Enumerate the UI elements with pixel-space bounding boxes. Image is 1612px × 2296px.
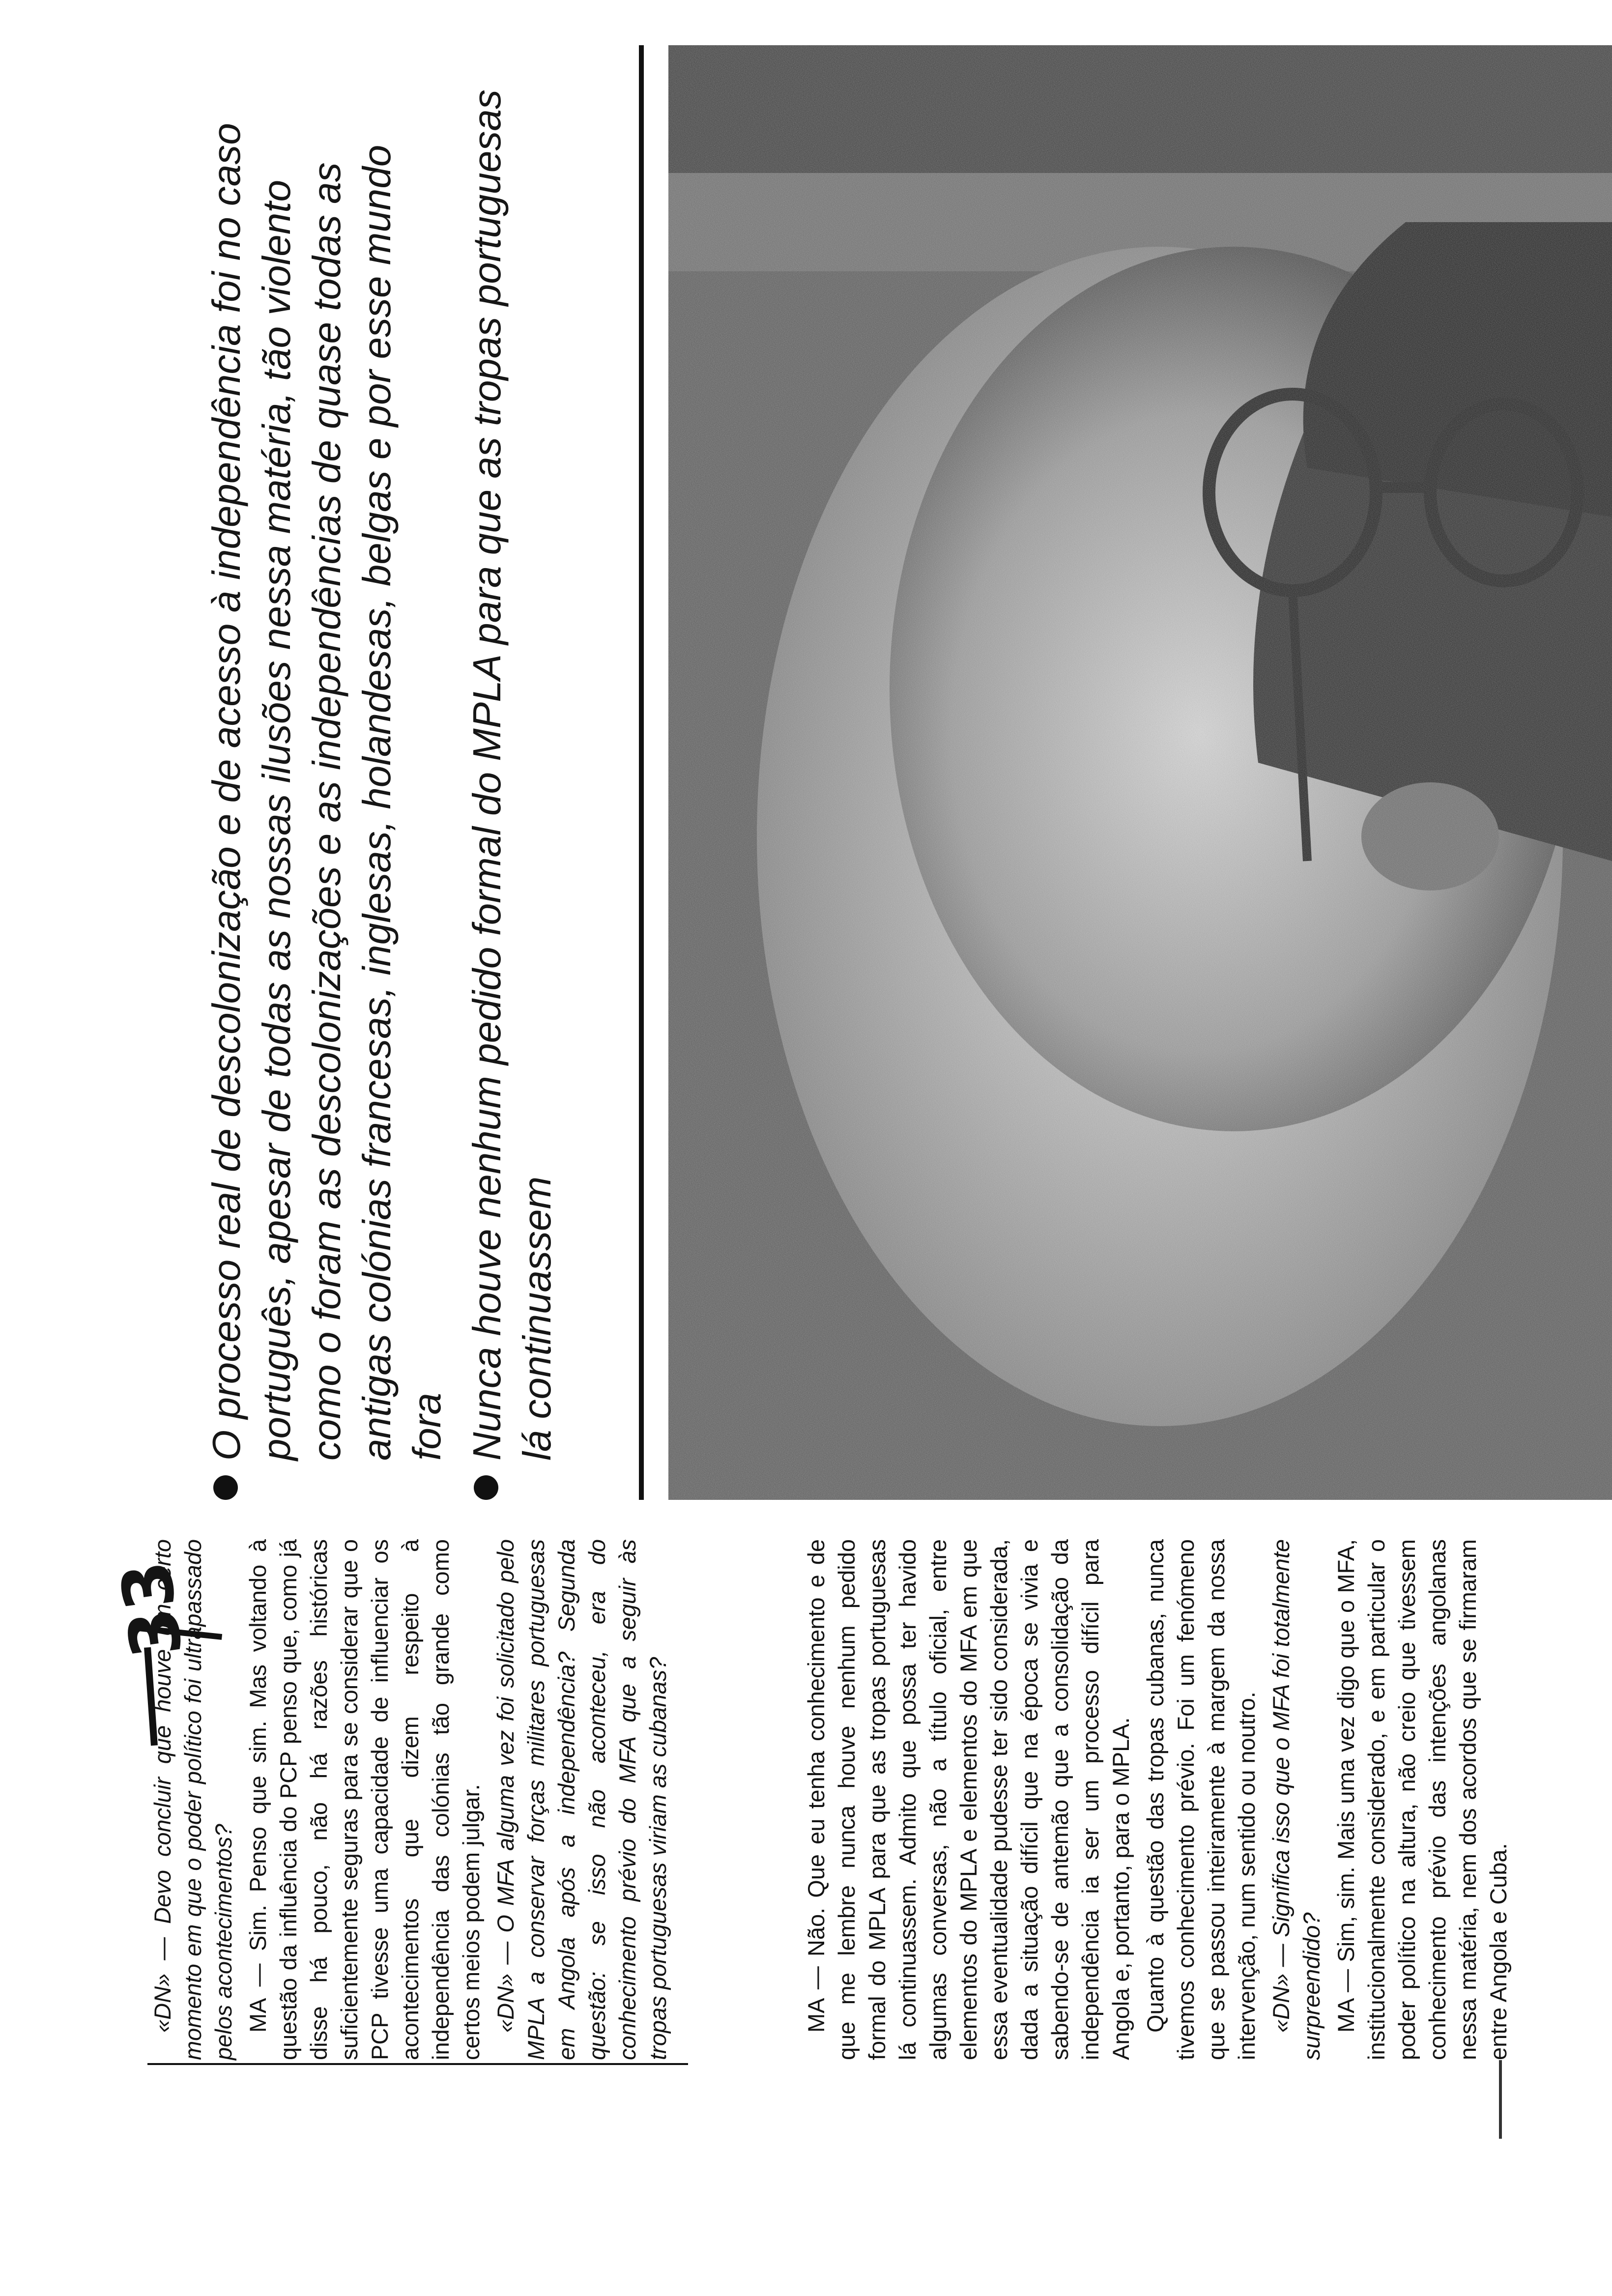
- paragraph-text: Sim. Penso que sim. Mas voltando à questão da influência do PCP penso que, como já disse há pouco, não há razões históricas suficientemente seguras para se considerar que o PCP tivesse uma capacidade de influenciar os acontecimentos que dizem respeito à independência das colónias tão grande como certos meios podem julgar.: [245, 1539, 484, 2060]
- answer-paragraph: [1140, 1539, 1262, 2060]
- question-paragraph: [147, 1539, 239, 2060]
- column-rule: [147, 2063, 688, 2065]
- answer-paragraph: [243, 1539, 487, 2060]
- margin-rule: [1499, 2060, 1502, 2139]
- paragraph-text: Não. Que eu tenha conhecimento e de que me lembre nunca houve nenhum pedido formal do MPLA para que as tropas portuguesas lá continuassem. Admito que possa ter havido algumas conversas, não a título oficial, entre elementos do MPLA e elementos do MFA em que essa eventualidade pudesse ter sido considerada, dada a situação difícil que na época se vivia e sabendo-se de antemão que a consolidação da independência ia ser um processo difícil para Angola e, portanto, para o MPLA.: [803, 1539, 1134, 2060]
- speaker: MA —: [1333, 1969, 1359, 2033]
- bullet-icon: [213, 1475, 238, 1500]
- pull-quote: [462, 75, 562, 1500]
- pull-quote-text: O processo real de descolonização e de acesso à independência foi no caso português, apesar de todas as nossas ilusões nessa matéria, tão violento como o foram as descolonizações e as independências de quase todas as antigas colónias francesas, inglesas, holandesas, belgas e por esse mundo fora: [204, 123, 449, 1461]
- answer-paragraph: [801, 1539, 1136, 2060]
- photo-top-rule: [639, 45, 644, 1500]
- man-with-glasses-photo: [668, 45, 1612, 1500]
- speaker: «DN» —: [492, 1941, 518, 2033]
- bullet-icon: [474, 1475, 498, 1500]
- paragraph-text: Significa isso que o MFA foi totalmente surpreendido?: [1268, 1539, 1324, 2060]
- speaker: «DN» —: [149, 1937, 175, 2033]
- question-paragraph: [490, 1539, 673, 2060]
- answer-paragraph: [1331, 1539, 1514, 2060]
- portrait-photo: [668, 45, 1612, 1500]
- speaker: MA —: [803, 1966, 829, 2033]
- interview-column-1: [147, 1539, 677, 2060]
- pull-quotes: [202, 75, 572, 1500]
- paragraph-text: Quanto à questão das tropas cubanas, nunca tivemos conhecimento prévio. Foi um fenómeno que se passou inteiramente à margem da nossa intervenção, num sentido ou noutro.: [1142, 1539, 1260, 2060]
- pull-quote: [202, 75, 452, 1500]
- speaker: MA —: [245, 1963, 271, 2033]
- paragraph-text: Devo concluir que houve um certo momento em que o poder político foi ultrapassado pelos acontecimentos?: [149, 1539, 236, 2060]
- paragraph-text: Sim, sim. Mais uma vez digo que o MFA, institucionalmente considerado, e em particular o poder político na altura, não creio que tivessem conhecimento prévio das intenções angolanas nessa matéria, nem dos acordos que se firmaram entre Angola e Cuba.: [1333, 1539, 1511, 2060]
- speaker: «DN» —: [1268, 1944, 1294, 2033]
- question-paragraph: [1266, 1539, 1327, 2060]
- handwritten-page-number: 33: [106, 1556, 199, 1663]
- pull-quote-text: Nunca houve nenhum pedido formal do MPLA para que as tropas portuguesas lá continuassem: [465, 89, 559, 1461]
- paragraph-text: O MFA alguma vez foi solicitado pelo MPLA a conservar forças militares portuguesas em Angola após a independência? Segunda questão: se isso não aconteceu, era do conhecimento prévio do MFA que a seguir às tropas portuguesas viriam as cubanas?: [492, 1539, 671, 2060]
- interview-column-2: [801, 1539, 1518, 2060]
